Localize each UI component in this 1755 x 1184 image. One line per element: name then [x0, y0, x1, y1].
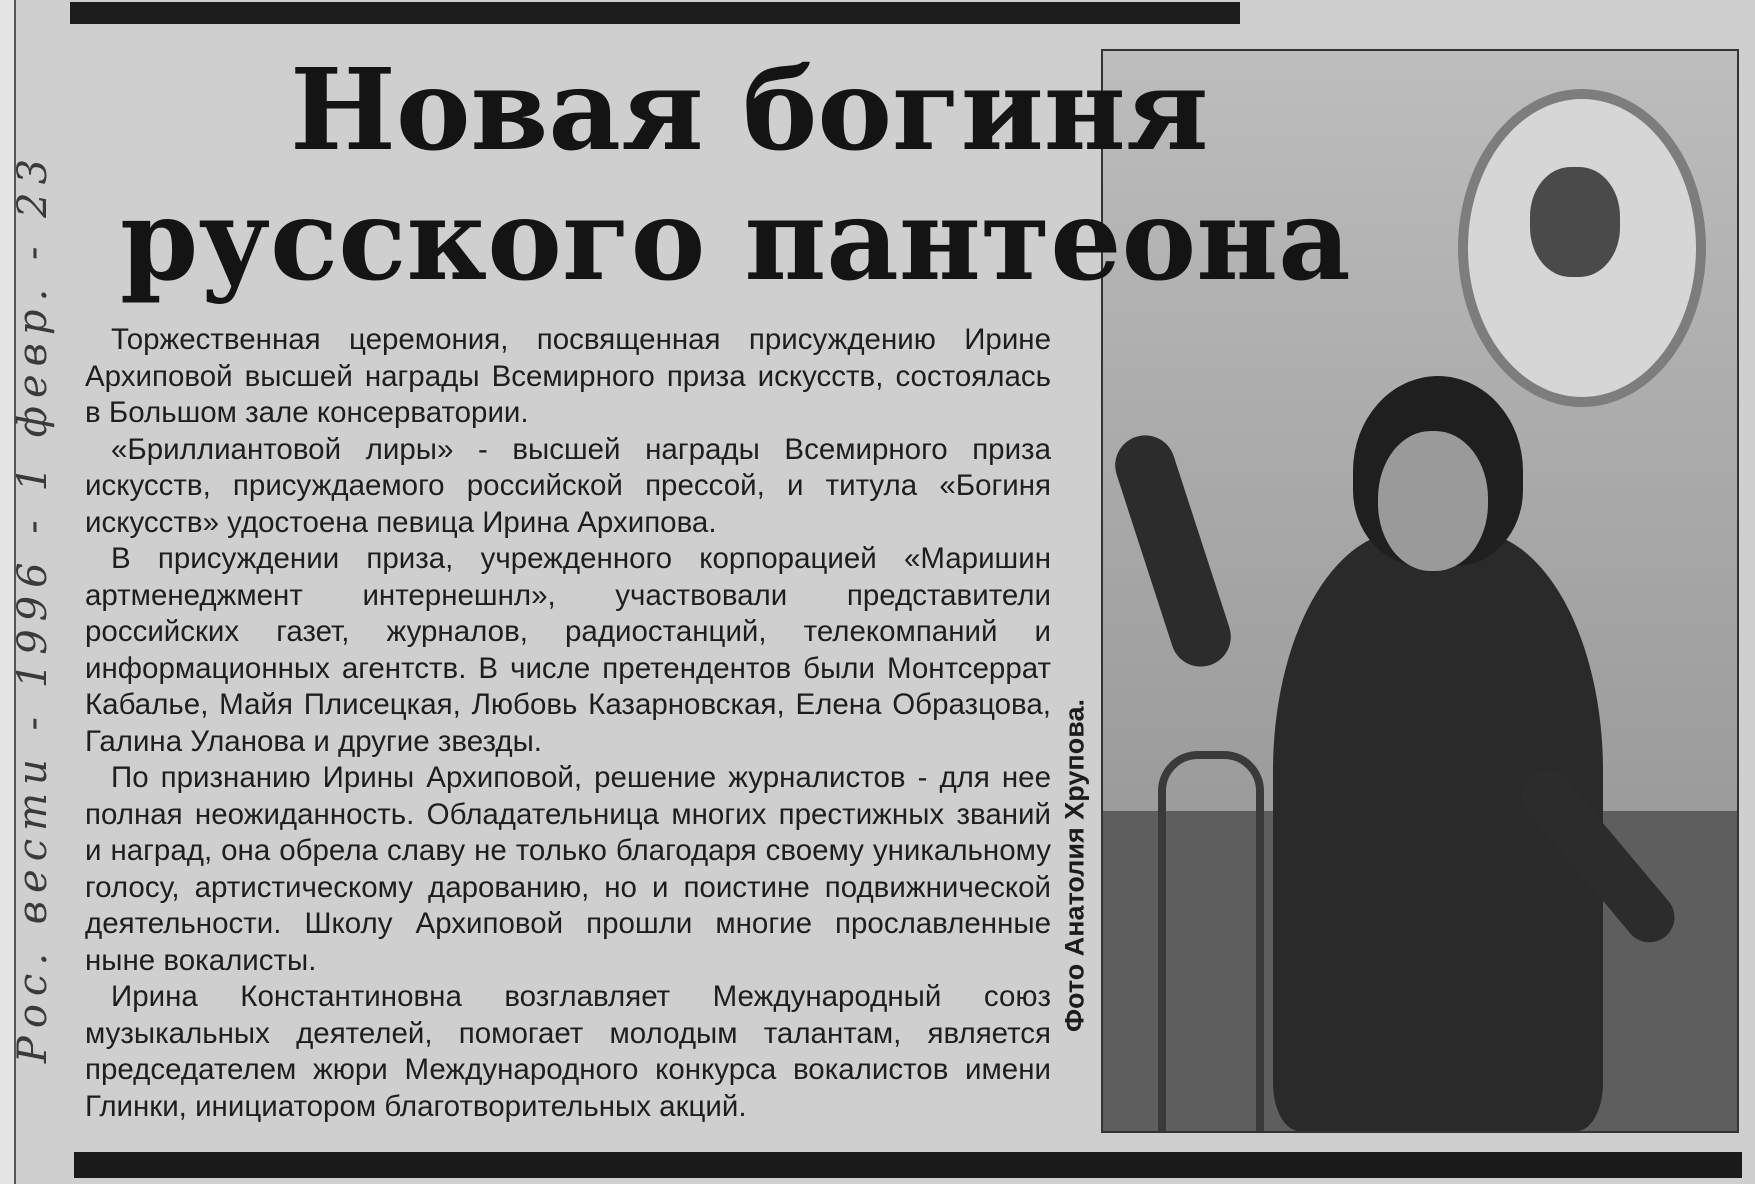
bottom-rule [74, 1152, 1742, 1178]
photo-chair [1158, 751, 1264, 1133]
article-paragraph: Торжественная церемония, посвященная присуждению Ирине Архиповой высшей награды Всемирного приза искусств, состоялась в Большом зале консерватории. [85, 323, 1051, 429]
article-body [85, 322, 1051, 1125]
photo-medallion-portrait [1458, 89, 1706, 407]
article-paragraph: Ирина Константиновна возглавляет Международный союз музыкальных деятелей, помогает молодым талантам, является председателем жюри Международного конкурса вокалистов имени Глинки, инициатором благотворительных акций. [85, 980, 1051, 1123]
photo-raised-arm [1107, 428, 1238, 675]
headline-line-2: русского пантеона [120, 175, 1351, 306]
headline-line-1: Новая богиня [290, 45, 1209, 176]
article-paragraph: «Бриллиантовой лиры» - высшей награды Всемирного приза искусств, присуждаемого российской прессой, и титула «Богиня искусств» удостоена певица Ирина Архипова. [85, 432, 1051, 539]
top-rule [70, 2, 1240, 24]
article-paragraph: По признанию Ирины Архиповой, решение журналистов - для нее полная неожиданность. Обладательница многих престижных званий и наград, она обрела славу не только благодаря своему уникальному голосу, артистическому дарованию, но и поистине подвижнической деятельности. Школу Архиповой прошли многие прославленные ныне вокалисты. [85, 761, 1051, 977]
article-paragraph: В присуждении приза, учрежденного корпорацией «Маришин артменеджмент интернешнл», участвовали представители российских газет, журналов, радиостанций, телекомпаний и информационных агентств. В числе претендентов были Монтсеррат Кабалье, Майя Плисецкая, Любовь Казарновская, Елена Образцова, Галина Уланова и другие звезды. [85, 542, 1051, 758]
headline [110, 46, 1480, 306]
photo-credit: Фото Анатолия Хрупова. [1059, 699, 1090, 1032]
photo-singer-face [1378, 431, 1488, 571]
handwritten-source-note: Рос. вести - 1996 - 1 февр. - 23 [10, 150, 56, 1064]
medallion-face [1530, 167, 1620, 277]
